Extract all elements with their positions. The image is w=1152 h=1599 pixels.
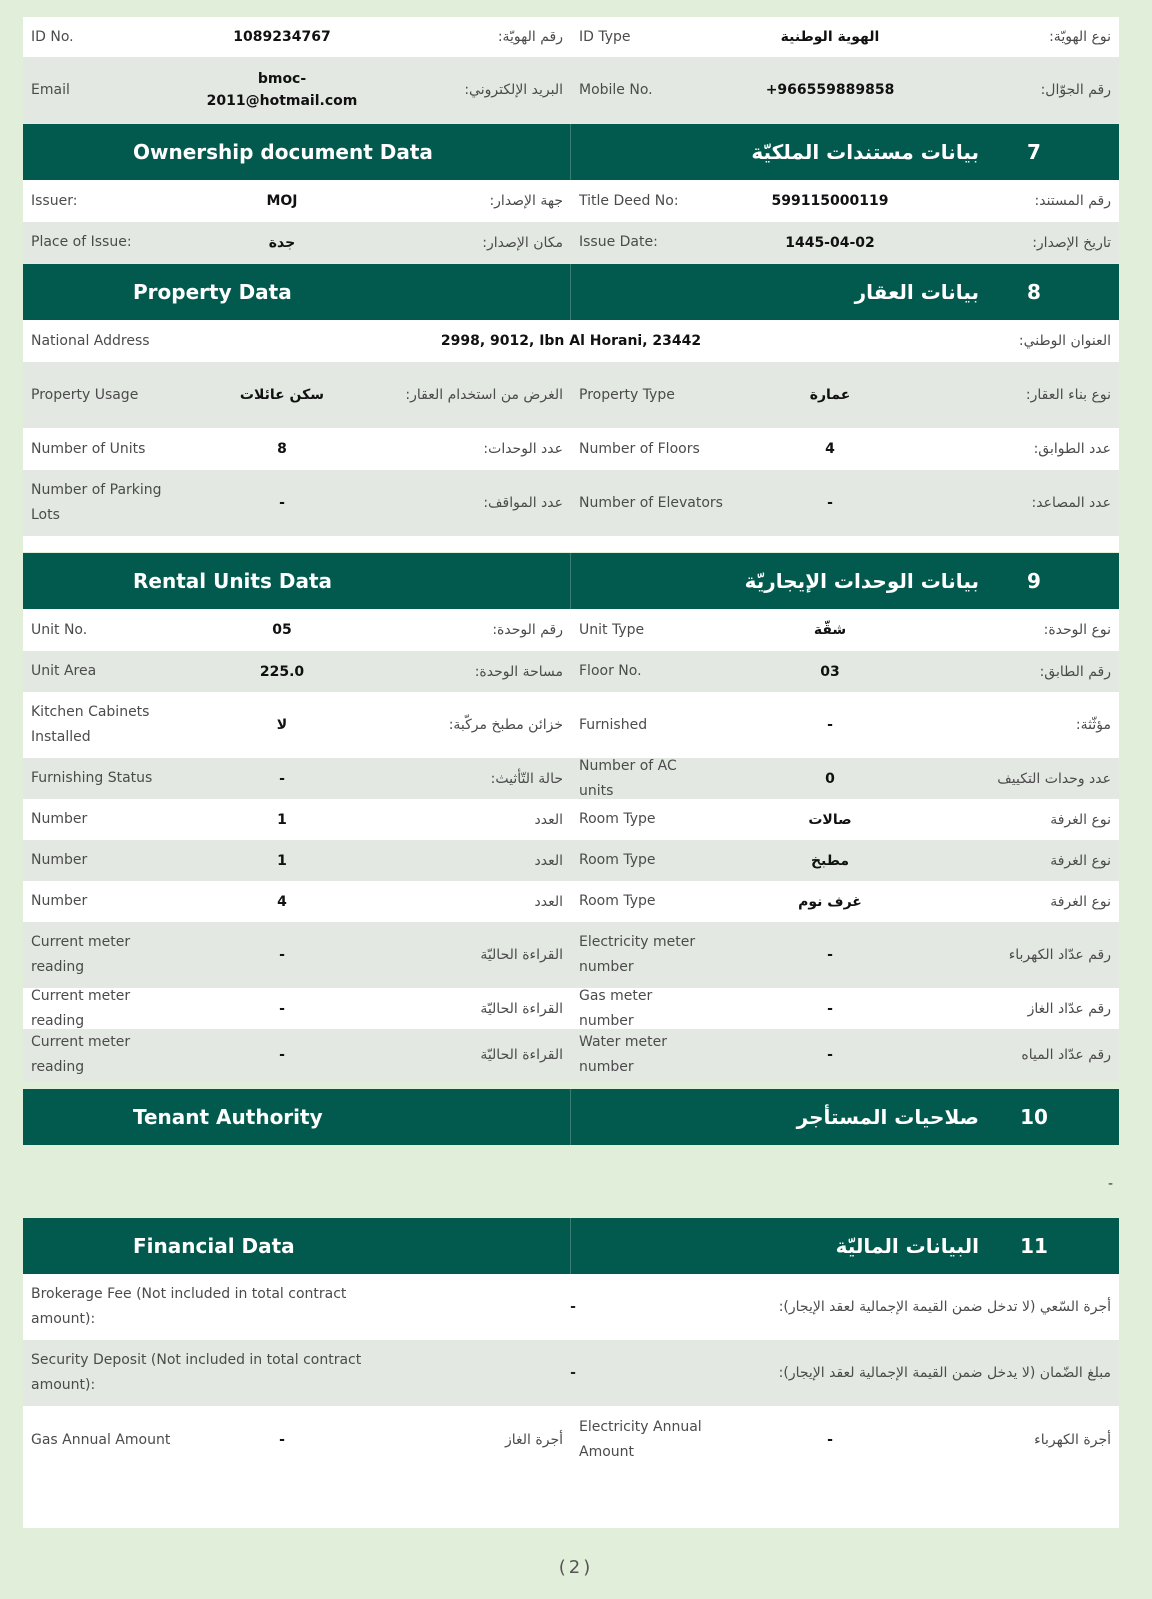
- mobile-label-ar: رقم الجوّال:: [1040, 82, 1111, 98]
- room-type-2-label-en: Room Type: [579, 852, 656, 868]
- tenant-title-en: Tenant Authority: [23, 1089, 571, 1145]
- floors-count-value: 4: [825, 441, 835, 457]
- room-type-2-label-ar: نوع الغرفة: [1050, 852, 1111, 869]
- floor-no-label-ar: رقم الطابق:: [1039, 663, 1111, 680]
- rental-row: [23, 799, 1119, 840]
- security-deposit-row: [23, 1340, 1119, 1406]
- meter-reading-1-value: -: [279, 947, 285, 963]
- title-deed-label-ar: رقم المستند:: [1034, 193, 1111, 209]
- id-type-label-en: ID Type: [579, 28, 631, 45]
- gas-meter-label-en: Gas meter number: [579, 987, 653, 1029]
- rental-row: [23, 1029, 1119, 1081]
- rental-title-ar: بيانات الوحدات الإيجاريّة: [744, 569, 979, 593]
- furnished-label-en: Furnished: [579, 716, 648, 733]
- unit-no-label-ar: رقم الوحدة:: [492, 622, 563, 638]
- ownership-section: [23, 124, 1119, 263]
- ownership-title-ar: بيانات مستندات الملكيّة: [751, 140, 979, 164]
- furnished-value: -: [827, 717, 833, 733]
- national-address-row: [23, 320, 1119, 362]
- room-type-1-value: صالات: [808, 811, 852, 828]
- floor-no-label-en: Floor No.: [579, 663, 642, 679]
- place-of-issue-value: جدة: [268, 234, 296, 251]
- floors-count-label-ar: عدد الطوابق:: [1033, 441, 1111, 457]
- floors-count-label-en: Number of Floors: [579, 440, 700, 457]
- email-value: bmoc-2011@hotmail.com: [206, 71, 358, 109]
- rental-row: [23, 609, 1119, 651]
- room-type-2-value: مطبخ: [810, 852, 850, 869]
- title-deed-value: 599115000119: [771, 193, 889, 209]
- electricity-meter-value: -: [827, 947, 833, 963]
- property-usage-label-en: Property Usage: [31, 386, 139, 403]
- tenant-title-ar: صلاحيات المستأجر: [796, 1105, 979, 1129]
- property-row-2: [23, 428, 1119, 470]
- property-usage-label-ar: الغرض من استخدام العقار:: [405, 387, 563, 403]
- ownership-row-2: [23, 222, 1119, 263]
- ownership-row-1: [23, 180, 1119, 222]
- national-address-label-ar: العنوان الوطني:: [1018, 333, 1111, 349]
- unit-type-label-ar: نوع الوحدة:: [1043, 622, 1111, 638]
- room-type-3-label-en: Room Type: [579, 893, 656, 909]
- property-row-3: [23, 470, 1119, 536]
- brokerage-fee-value: -: [570, 1299, 576, 1315]
- meter-reading-3-label-en: Current meter reading: [31, 1034, 131, 1075]
- ac-units-label-ar: عدد وحدات التكييف: [997, 770, 1111, 787]
- tenant-authority-content: -: [1108, 1176, 1114, 1192]
- email-label-en: Email: [31, 81, 70, 98]
- issuer-label-ar: جهة الإصدار:: [489, 193, 563, 209]
- security-deposit-value: -: [570, 1365, 576, 1381]
- unit-type-value: شقّة: [813, 622, 847, 638]
- unit-area-value: 225.0: [259, 663, 305, 680]
- financial-section-number: 11: [1020, 1234, 1048, 1258]
- ac-units-label-en: Number of AC units: [579, 757, 677, 799]
- issue-date-label-ar: تاريخ الإصدار:: [1032, 234, 1111, 251]
- unit-area-label-en: Unit Area: [31, 663, 97, 679]
- property-usage-value: سكن عائلات: [239, 387, 325, 403]
- rental-section: [23, 553, 1119, 1081]
- meter-reading-2-label-en: Current meter reading: [31, 987, 131, 1029]
- tenant-section-number: 10: [1020, 1105, 1048, 1129]
- number-3-label-en: Number: [31, 893, 88, 909]
- identity-block: [23, 17, 1119, 123]
- electricity-annual-value: -: [827, 1432, 833, 1448]
- page-number: (2): [558, 1557, 594, 1578]
- elevators-count-value: -: [827, 495, 833, 511]
- ac-units-value: 0: [825, 770, 835, 787]
- id-no-label-ar: رقم الهويّة:: [497, 29, 563, 45]
- gas-annual-label-ar: أجرة الغاز: [505, 1432, 563, 1448]
- gas-meter-label-ar: رقم عدّاد الغاز: [1027, 1000, 1111, 1017]
- elevators-count-label-en: Number of Elevators: [579, 494, 723, 511]
- units-count-label-en: Number of Units: [31, 440, 146, 457]
- number-2-label-ar: العدد: [534, 852, 563, 869]
- id-no-label-en: ID No.: [31, 28, 74, 45]
- units-count-value: 8: [277, 441, 287, 457]
- rental-header: [23, 553, 1119, 609]
- financial-header: [23, 1218, 1119, 1274]
- national-address-value: 2998, 9012, Ibn Al Horani, 23442: [440, 333, 702, 349]
- issuer-label-en: Issuer:: [31, 192, 78, 209]
- rental-row: [23, 651, 1119, 692]
- id-type-label-ar: نوع الهويّة:: [1049, 29, 1111, 45]
- brokerage-fee-row: [23, 1274, 1119, 1340]
- national-address-label-en: National Address: [31, 333, 150, 349]
- email-label-ar: البريد الإلكتروني:: [464, 82, 563, 98]
- property-row-1: [23, 362, 1119, 428]
- place-of-issue-label-ar: مكان الإصدار:: [482, 234, 563, 251]
- unit-area-label-ar: مساحة الوحدة:: [474, 663, 563, 680]
- property-section: [23, 264, 1119, 552]
- property-section-number: 8: [1027, 280, 1041, 304]
- furnished-label-ar: مؤثّثة:: [1075, 717, 1111, 733]
- property-header: [23, 264, 1119, 320]
- furnishing-status-value: -: [279, 770, 285, 787]
- security-deposit-label-ar: مبلغ الضّمان (لا يدخل ضمن القيمة الإجمالية لعقد الإيجار):: [778, 1364, 1111, 1381]
- financial-title-ar: البيانات الماليّة: [835, 1234, 979, 1258]
- rental-row: [23, 988, 1119, 1029]
- ownership-header: [23, 124, 1119, 180]
- meter-reading-1-label-en: Current meter reading: [31, 934, 131, 975]
- room-type-1-label-ar: نوع الغرفة: [1050, 811, 1111, 828]
- units-count-label-ar: عدد الوحدات:: [483, 441, 563, 457]
- identity-row-2: [23, 57, 1119, 123]
- number-2-value: 1: [277, 852, 287, 869]
- issue-date-value: 1445-04-02: [785, 234, 875, 251]
- ownership-section-number: 7: [1027, 140, 1041, 164]
- unit-no-value: 05: [272, 622, 292, 638]
- rental-section-number: 9: [1027, 569, 1041, 593]
- water-meter-label-en: Water meter number: [579, 1034, 667, 1075]
- title-deed-label-en: Title Deed No:: [579, 192, 679, 209]
- issuer-value: MOJ: [266, 193, 298, 209]
- id-no-value: 1089234767: [233, 29, 331, 45]
- meter-reading-1-label-ar: القراءة الحاليّة: [480, 947, 563, 963]
- unit-type-label-en: Unit Type: [579, 621, 645, 638]
- mobile-value: +966559889858: [765, 82, 895, 98]
- property-type-label-ar: نوع بناء العقار:: [1025, 387, 1111, 403]
- furnishing-status-label-ar: حالة التّأثيث:: [490, 770, 563, 787]
- place-of-issue-label-en: Place of Issue:: [31, 234, 132, 250]
- gas-annual-value: -: [279, 1432, 285, 1448]
- room-type-3-label-ar: نوع الغرفة: [1050, 893, 1111, 910]
- electricity-annual-label-en: Electricity Annual Amount: [579, 1419, 702, 1460]
- kitchen-cabinets-label-en: Kitchen Cabinets Installed: [31, 704, 150, 745]
- kitchen-cabinets-value: لا: [276, 717, 288, 733]
- financial-section: [23, 1218, 1119, 1528]
- brokerage-fee-label-en: Brokerage Fee (Not included in total contract amount):: [31, 1286, 347, 1327]
- tenant-header: [23, 1089, 1119, 1145]
- rental-row: [23, 840, 1119, 881]
- room-type-1-label-en: Room Type: [579, 811, 656, 827]
- spacer-row: [23, 536, 1119, 552]
- property-title-ar: بيانات العقار: [854, 280, 979, 304]
- gas-annual-label-en: Gas Annual Amount: [31, 1431, 171, 1448]
- identity-row-1: [23, 17, 1119, 57]
- mobile-label-en: Mobile No.: [579, 81, 653, 98]
- number-3-label-ar: العدد: [534, 893, 563, 910]
- water-meter-label-ar: رقم عدّاد المياه: [1021, 1047, 1111, 1063]
- rental-row: [23, 758, 1119, 799]
- electricity-annual-label-ar: أجرة الكهرباء: [1034, 1432, 1111, 1448]
- ownership-title-en: Ownership document Data: [23, 124, 571, 180]
- number-2-label-en: Number: [31, 852, 88, 868]
- meter-reading-2-label-ar: القراءة الحاليّة: [480, 1000, 563, 1017]
- id-type-value: الهوية الوطنية: [780, 29, 880, 45]
- meter-reading-2-value: -: [279, 1000, 285, 1017]
- property-type-value: عمارة: [809, 387, 851, 403]
- issue-date-label-en: Issue Date:: [579, 234, 658, 250]
- meter-reading-3-value: -: [279, 1047, 285, 1063]
- rental-row: [23, 692, 1119, 758]
- gas-meter-value: -: [827, 1000, 833, 1017]
- floor-no-value: 03: [820, 663, 840, 680]
- parking-count-value: -: [279, 495, 285, 511]
- parking-count-label-en: Number of Parking Lots: [31, 482, 162, 523]
- utility-amounts-row: [23, 1406, 1119, 1528]
- unit-no-label-en: Unit No.: [31, 621, 88, 638]
- brokerage-fee-label-ar: أجرة السّعي (لا تدخل ضمن القيمة الإجمالية لعقد الإيجار):: [778, 1298, 1111, 1315]
- property-title-en: Property Data: [23, 264, 571, 320]
- property-type-label-en: Property Type: [579, 386, 675, 403]
- number-3-value: 4: [277, 893, 287, 910]
- financial-title-en: Financial Data: [23, 1218, 571, 1274]
- electricity-meter-label-en: Electricity meter number: [579, 934, 696, 975]
- rental-title-en: Rental Units Data: [23, 553, 571, 609]
- parking-count-label-ar: عدد المواقف:: [483, 495, 563, 511]
- meter-reading-3-label-ar: القراءة الحاليّة: [480, 1047, 563, 1063]
- elevators-count-label-ar: عدد المصاعد:: [1031, 495, 1111, 511]
- number-1-label-en: Number: [31, 811, 88, 827]
- number-1-label-ar: العدد: [534, 811, 563, 828]
- number-1-value: 1: [277, 811, 287, 828]
- water-meter-value: -: [827, 1047, 833, 1063]
- room-type-3-value: غرف نوم: [798, 893, 862, 910]
- rental-row: [23, 922, 1119, 988]
- rental-row: [23, 881, 1119, 922]
- kitchen-cabinets-label-ar: خزائن مطبخ مركّبة:: [448, 717, 563, 733]
- tenant-section: [23, 1089, 1119, 1145]
- security-deposit-label-en: Security Deposit (Not included in total contract amount):: [31, 1352, 362, 1393]
- furnishing-status-label-en: Furnishing Status: [31, 770, 153, 786]
- electricity-meter-label-ar: رقم عدّاد الكهرباء: [1008, 947, 1111, 963]
